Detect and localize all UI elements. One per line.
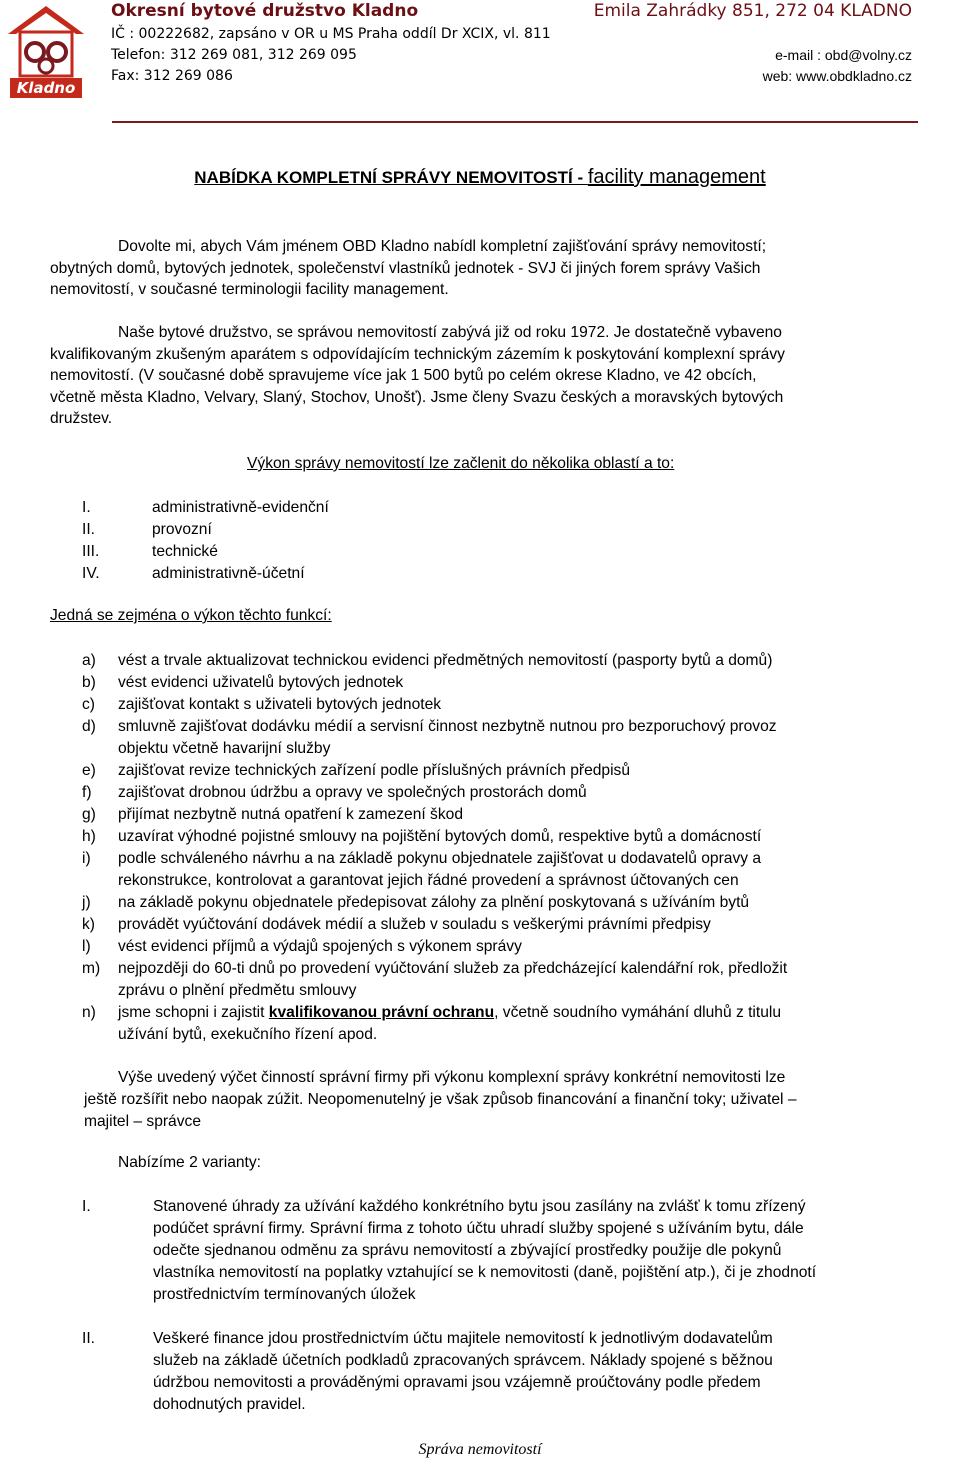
area-number: III. xyxy=(82,543,100,560)
variant-line: odečte sjednanou odměnu za správu nemovitostí a zbývající prostředky použije dle pokynů xyxy=(153,1242,782,1259)
intro-line: Dovolte mi, abych Vám jménem OBD Kladno nabídl kompletní zajišťování správy nemovitostí; xyxy=(118,238,767,255)
fax-line: Fax: 312 269 086 xyxy=(111,68,233,84)
function-label: g) xyxy=(82,806,96,823)
legal-protection-link[interactable]: kvalifikovanou právní ochranu xyxy=(268,1004,495,1021)
logo-letters xyxy=(22,36,70,37)
variant-line: vlastníka nemovitostí na poplatky vztahující se k nemovitosti (daně, pojištění atp.), či je zhodnotí xyxy=(153,1264,817,1281)
area-number: I. xyxy=(82,499,91,516)
variant-number: I. xyxy=(82,1198,91,1215)
function-text-part: jsme schopni i zajistit xyxy=(118,1004,269,1021)
org-name: Okresní bytové družstvo Kladno xyxy=(111,1,419,21)
function-text: objektu včetně havarijní služby xyxy=(118,740,331,757)
letterhead xyxy=(0,0,960,124)
document-title xyxy=(0,166,960,189)
function-label: d) xyxy=(82,718,96,735)
variant-2-text xyxy=(153,1328,959,1416)
function-label: f) xyxy=(82,784,92,801)
area-number: II. xyxy=(82,521,95,538)
function-text: vést evidenci příjmů a výdajů spojených s výkonem správy xyxy=(118,938,522,955)
web-link[interactable]: web: www.obdkladno.cz xyxy=(762,68,912,84)
intro-line: včetně města Kladno, Velvary, Slaný, Stochov, Unošť). Jsme členy Svazu českých a moravských bytových xyxy=(50,388,784,406)
function-text xyxy=(118,1002,781,1024)
variant-line: Veškeré finance jdou prostřednictvím účtu majitele nemovitostí k jednotlivým dodavatelům xyxy=(153,1330,773,1347)
intro-paragraph-2 xyxy=(50,322,950,430)
function-label: j) xyxy=(82,894,91,911)
areas-heading: Výkon správy nemovitostí lze začlenit do několika oblastí a to: xyxy=(247,455,675,472)
function-label: i) xyxy=(82,850,91,867)
variant-line: prostřednictvím termínovaných úložek xyxy=(153,1286,416,1303)
function-label: m) xyxy=(82,960,101,977)
intro-paragraph-1 xyxy=(50,236,930,301)
intro-line: nemovitostí, v současné terminologii facility management. xyxy=(50,281,449,299)
header-divider xyxy=(112,121,918,123)
function-text: provádět vyúčtování dodávek médií a služeb v souladu s veškerými právními předpisy xyxy=(118,916,711,933)
title-main: NABÍDKA KOMPLETNÍ SPRÁVY NEMOVITOSTÍ - xyxy=(194,168,588,187)
intro-line: obytných domů, bytových jednotek, společenství vlastníků jednotek - SVJ či jiných forem správy Vašich xyxy=(50,259,761,277)
logo-text: Kladno xyxy=(16,79,76,97)
function-text: vést evidenci uživatelů bytových jednotek xyxy=(118,674,404,691)
variant-line: služeb na základě účetních podkladů zpracovaných správcem. Náklady spojené s běžnou xyxy=(153,1352,773,1369)
intro-line: kvalifikovaným zkušeným aparátem s odpovídajícím technickým zázemím k poskytování komplexní správy xyxy=(50,345,785,363)
function-label: c) xyxy=(82,696,95,713)
function-label: a) xyxy=(82,652,96,669)
function-text: zajišťovat drobnou údržbu a opravy ve společných prostorách domů xyxy=(118,784,587,801)
area-text: technické xyxy=(152,543,218,560)
ic-line: IČ : 00222682, zapsáno v OR u MS Praha oddíl Dr XCIX, vl. 811 xyxy=(111,26,551,42)
variant-1-text xyxy=(153,1196,959,1306)
function-text: užívání bytů, exekučního řízení apod. xyxy=(118,1026,378,1043)
variant-line: dohodnutých pravidel. xyxy=(153,1396,306,1413)
function-text: zprávu o plnění předmětu smlouvy xyxy=(118,982,357,999)
closing-line: ještě rozšířit nebo naopak zúžit. Neopomenutelný je však způsob financování a finanční toky; uživatel – xyxy=(84,1091,797,1108)
phone-line: Telefon: 312 269 081, 312 269 095 xyxy=(111,47,357,63)
function-text-part: , včetně soudního vymáhání dluhů z titulu xyxy=(494,1004,782,1021)
email-link[interactable]: e-mail : obd@volny.cz xyxy=(775,47,912,63)
function-text: na základě pokynu objednatele předepisovat zálohy za plnění poskytovaná s užíváním bytů xyxy=(118,894,750,911)
function-label: n) xyxy=(82,1004,96,1021)
page-footer: Správa nemovitostí xyxy=(418,1441,542,1458)
variant-line: údržbou nemovitosti a prováděnými opravami jsou vzájemně proúčtovány podle předem xyxy=(153,1374,761,1391)
address: Emila Zahrádky 851, 272 04 KLADNO xyxy=(593,1,912,21)
function-text: zajišťovat kontakt s uživateli bytových jednotek xyxy=(118,696,442,713)
function-text: podle schváleného návrhu a na základě pokynu objednatele zajišťovat u dodavatelů opravy a xyxy=(118,850,762,867)
function-label: e) xyxy=(82,762,96,779)
function-text: smluvně zajišťovat dodávku médií a servisní činnost nezbytně nutnou pro bezporuchový provoz xyxy=(118,718,777,735)
function-text: přijímat nezbytně nutná opatření k zamezení škod xyxy=(118,806,463,823)
function-label: h) xyxy=(82,828,96,845)
variant-line: podúčet správní firmy. Správní firma z tohoto účtu uhradí služby spojené s užíváním bytu, dále xyxy=(153,1220,804,1237)
function-text: uzavírat výhodné pojistné smlouvy na pojištění bytových domů, respektive bytů a domácností xyxy=(118,828,762,845)
area-number: IV. xyxy=(82,565,100,582)
functions-heading: Jedná se zejména o výkon těchto funkcí: xyxy=(50,607,332,624)
closing-paragraph xyxy=(84,1067,960,1133)
function-text: nejpozději do 60-ti dnů po provedení vyúčtování služeb za předcházející kalendářní rok, předložit xyxy=(118,960,788,977)
function-text: rekonstrukce, kontrolovat a garantovat jejich řádné provedení a správnost účtovaných cen xyxy=(118,872,739,889)
intro-line: družstev. xyxy=(50,410,113,428)
area-text: provozní xyxy=(152,521,212,538)
function-label: k) xyxy=(82,916,95,933)
function-label: l) xyxy=(82,938,91,955)
variant-line: Stanovené úhrady za užívání každého konkrétního bytu jsou zasílány na zvlášť k tomu zřízený xyxy=(153,1198,806,1215)
variant-number: II. xyxy=(82,1330,95,1347)
function-text: vést a trvale aktualizovat technickou evidenci předmětných nemovitostí (pasporty bytů a domů) xyxy=(118,652,773,669)
function-label: b) xyxy=(82,674,96,691)
intro-line: nemovitostí. (V současné době spravujeme více jak 1 500 bytů po celém okrese Kladno, ve 42 obcích, xyxy=(50,367,757,385)
variants-heading: Nabízíme 2 varianty: xyxy=(118,1154,262,1171)
closing-line: majitel – správce xyxy=(84,1113,201,1130)
intro-line: Naše bytové družstvo, se správou nemovitostí zabývá již od roku 1972. Je dostatečně vybaveno xyxy=(118,324,782,341)
closing-line: Výše uvedený výčet činností správní firmy při výkonu komplexní správy konkrétní nemovitosti lze xyxy=(118,1069,786,1086)
function-text: zajišťovat revize technických zařízení podle příslušných právních předpisů xyxy=(118,762,631,779)
obd-logo xyxy=(6,4,86,100)
area-text: administrativně-účetní xyxy=(152,565,305,582)
title-sub: facility management xyxy=(587,166,766,188)
area-text: administrativně-evidenční xyxy=(152,499,329,516)
